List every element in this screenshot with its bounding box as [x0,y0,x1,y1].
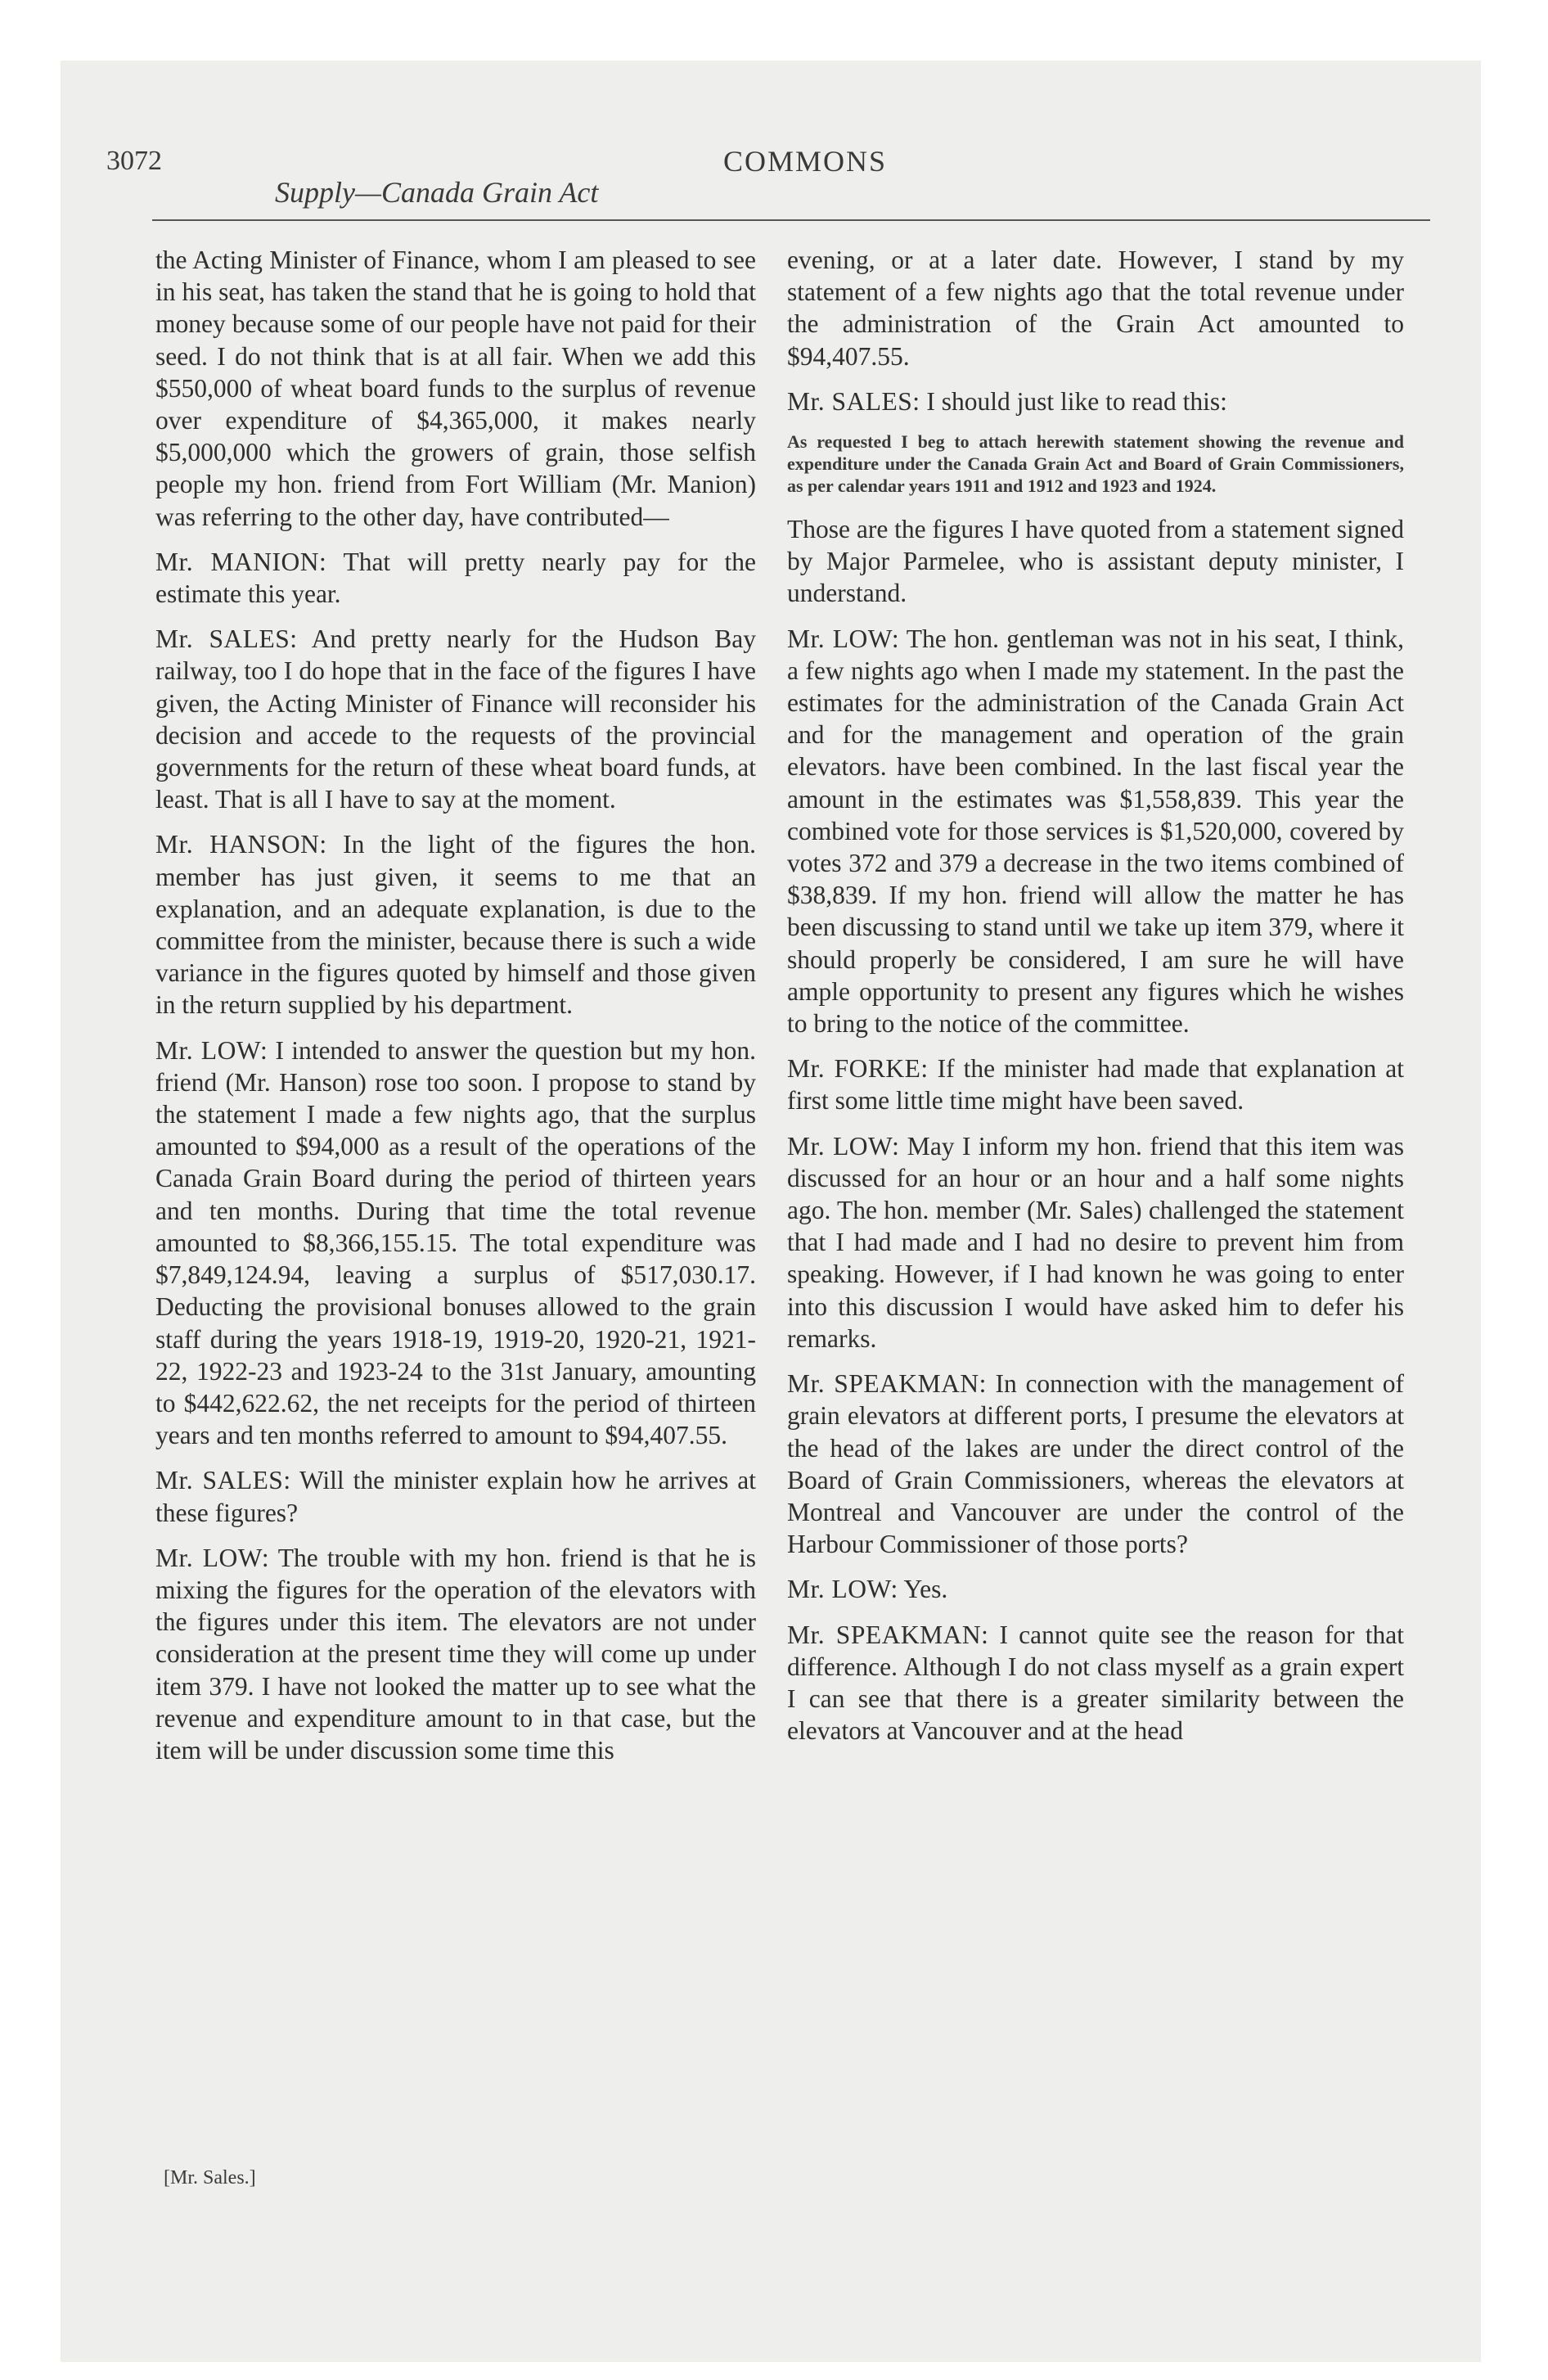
paragraph [155,244,756,533]
paragraph-text: Will the minister explain how he arrives at these figures? [155,1466,757,1527]
speaker-name: Mr. LOW: [787,1575,898,1604]
speaker-name: Mr. SPEAKMAN: [787,1620,989,1649]
speaker-name: Mr. HANSON: [155,830,327,859]
paragraph [155,623,756,815]
paragraph-text: May I inform my hon. friend that this item was discussed for an hour or an hour and a half some nights ago. The hon. member (Mr. Sales) challenged the statement that I had made and I had no desire to prevent him from speaking. However, if I had known he was going to enter into this discussion I would have asked him to defer his remarks. [787,1131,1404,1353]
paragraph-text: That will pretty nearly pay for the estimate this year. [155,547,756,609]
paragraph-text: I should just like to read this: [920,386,1227,416]
paragraph-text: I cannot quite see the reason for that difference. Although I do not class myself as a grain expert I can see that there is a greater similarity between the elevators at Vancouver and at the head [787,1620,1404,1746]
right-column [787,244,1404,1760]
speaker-name: Mr. SALES: [155,1466,291,1495]
speaker-name: Mr. LOW: [787,624,900,653]
quoted-statement: As requested I beg to attach herewith statement showing the revenue and expenditure under the Canada Grain Act and Board of Grain Commissioners, as per calendar years 1911 and 1912 and 1923 and 1924. [787,431,1404,497]
paragraph-text: In connection with the management of grain elevators at different ports, I presume the elevators at the head of the lakes are under the direct control of the Board of Grain Commissioners, whereas the elevators at Montreal and Vancouver are under the control of the Harbour Commissioner of those ports? [787,1369,1405,1559]
speaker-name: Mr. LOW: [155,1543,270,1572]
paragraph-text: The hon. gentleman was not in his seat, I think, a few nights ago when I made my statement. In the past the estimates for the administration of the Canada Grain Act and for the management and operation of the grain elevators. have been combined. In the last fiscal year the amount in the estimates was $1,558,839. This year the combined vote for those services is $1,520,000, covered by votes 372 and 379 a decrease in the two items combined of $38,839. If my hon. friend will allow the matter he has been discussing to stand until we take up item 379, where it should properly be considered, I am sure he will have ample opportunity to present any figures which he wishes to bring to the notice of the committee. [787,624,1404,1039]
paragraph [787,1619,1404,1747]
speaker-name: Mr. SPEAKMAN: [787,1369,987,1399]
paragraph [155,1464,756,1528]
paragraph-text: Those are the figures I have quoted from a statement signed by Major Parmelee, who is assistant deputy minister, I understand. [787,515,1404,608]
paragraph [787,623,1404,1040]
paragraph [787,1130,1404,1355]
paragraph [787,1053,1404,1116]
paragraph [155,546,756,610]
running-title: Supply—Canada Grain Act [275,176,599,209]
speaker-name: Mr. MANION: [155,547,327,576]
paragraph-text: evening, or at a later date. However, I stand by my statement of a few nights ago that the total revenue under the administration of the Grain Act amounted to $94,407.55. [787,246,1404,371]
paragraph [787,1368,1404,1560]
left-column [155,244,756,1779]
paragraph [155,1034,756,1452]
paragraph [787,513,1404,610]
paragraph [155,1542,756,1766]
header-rule [152,219,1430,221]
speaker-name: Mr. LOW: [155,1035,268,1065]
paragraph-text: Yes. [898,1575,948,1604]
footer-note: [Mr. Sales.] [164,2167,256,2188]
paragraph [787,244,1404,372]
page-number: 3072 [106,146,162,176]
paragraph-text: I intended to answer the question but my hon. friend (Mr. Hanson) rose too soon. I propose to stand by the statement I made a few nights ago, that the surplus amounted to $94,000 as a result of the operations of the Canada Grain Board during the period of thirteen years and ten months. During that time the total revenue amounted to $8,366,155.15. The total expenditure was $7,849,124.94, leaving a surplus of $517,030.17. Deducting the provisional bonuses allowed to the grain staff during the years 1918-19, 1919-20, 1920-21, 1921-22, 1922-23 and 1923-24 to the 31st January, amounting to $442,622.62, the net receipts for the period of thirteen years and ten months referred to amount to $94,407.55. [155,1035,756,1450]
speaker-name: Mr. LOW: [787,1131,900,1161]
paragraph [155,828,756,1021]
paragraph-text: If the minister had made that explanation at first some little time might have been saved. [787,1054,1405,1116]
paragraph [787,385,1404,417]
speaker-name: Mr. FORKE: [787,1054,929,1084]
paragraph-text: the Acting Minister of Finance, whom I am pleased to see in his seat, has taken the stand that he is going to hold that money because some of our people have not paid for their seed. I do not think that is at all fair. When we add this $550,000 of wheat board funds to the surplus of revenue over expenditure of $4,365,000, it makes nearly $5,000,000 which the growers of grain, those selfish people my hon. friend from Fort William (Mr. Manion) was referring to the other day, have contributed— [155,246,756,531]
paragraph-text: And pretty nearly for the Hudson Bay railway, too I do hope that in the face of the figures I have given, the Acting Minister of Finance will reconsider his decision and accede to the requests of the provincial governments for the return of these wheat board funds, at least. That is all I have to say at the moment. [155,624,757,814]
speaker-name: Mr. SALES: [155,624,298,654]
paragraph [787,1573,1404,1605]
paragraph-text: The trouble with my hon. friend is that he is mixing the figures for the operation of the elevators with the figures under this item. The elevators are not under consideration at the present time they will come up under item 379. I have not looked the matter up to see what the revenue and expenditure amount to in that case, but the item will be under discussion some time this [155,1543,756,1765]
speaker-name: Mr. SALES: [787,386,920,416]
section-label: COMMONS [723,145,888,178]
paragraph-text: In the light of the figures the hon. member has just given, it seems to me that an explanation, and an adequate explanation, is due to the committee from the minister, because there is such a wide variance in the figures quoted by himself and those given in the return supplied by his department. [155,830,756,1020]
